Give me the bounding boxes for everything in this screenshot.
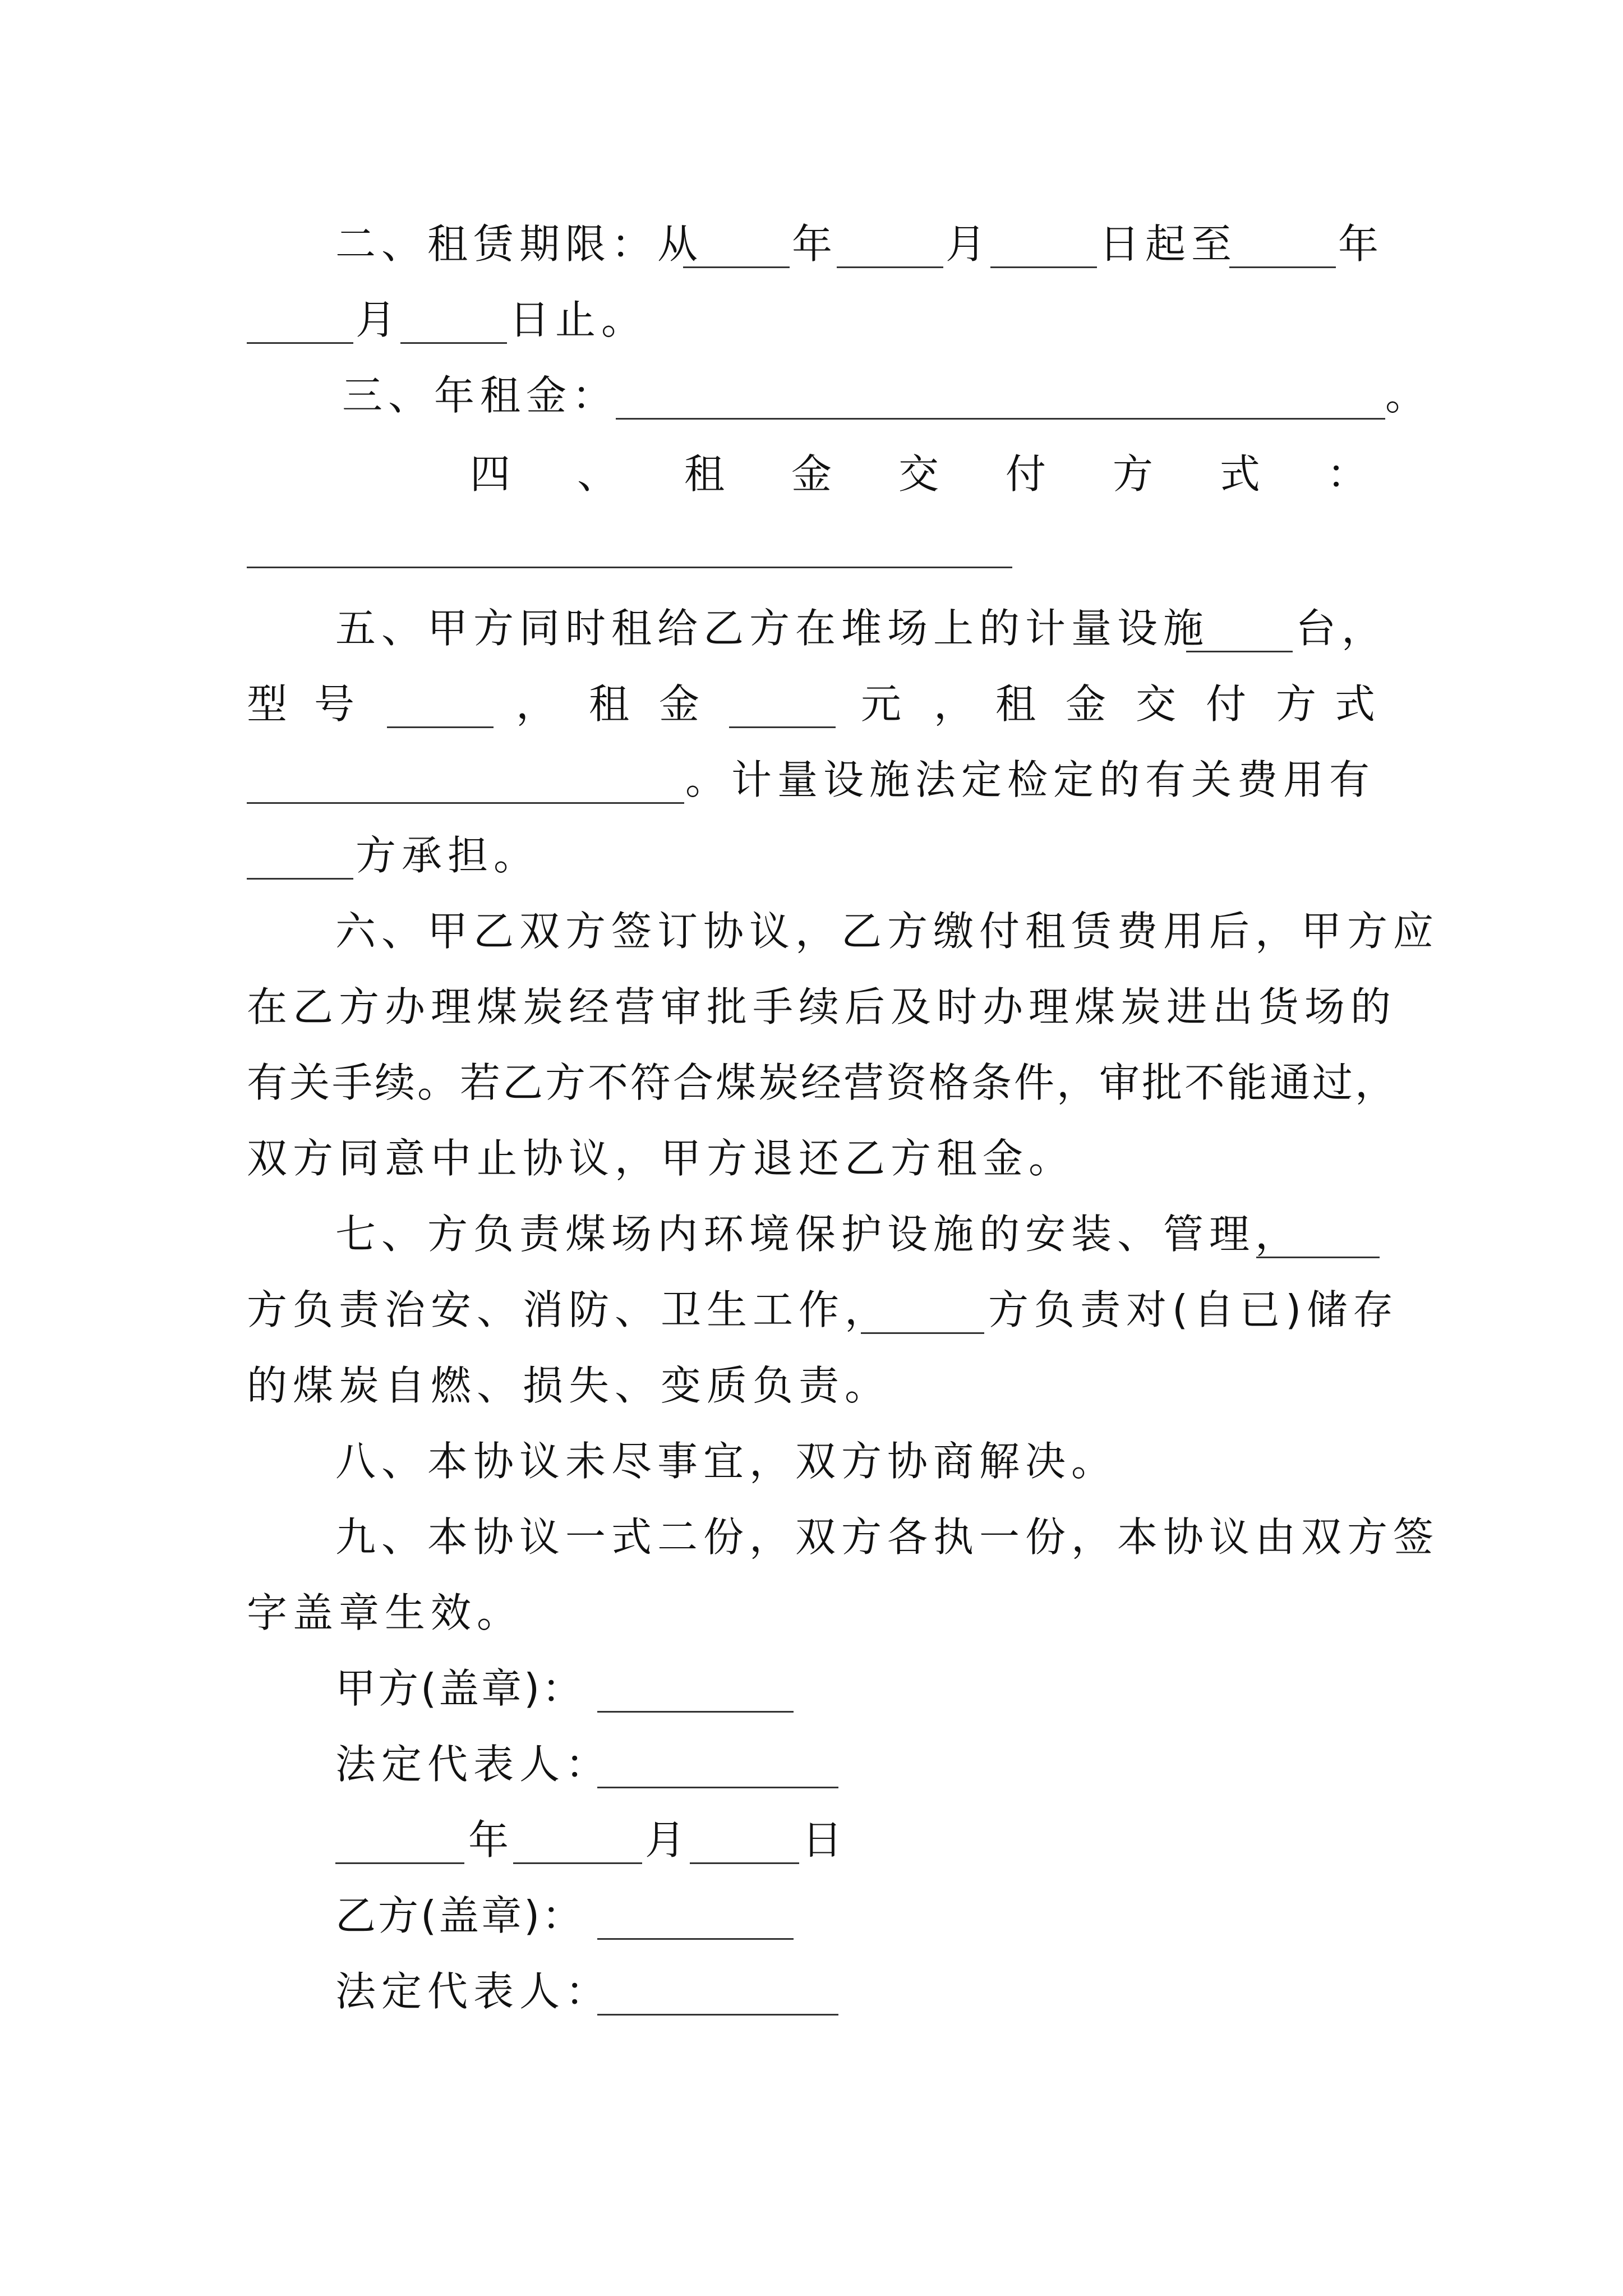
clause-5-comma-2: ，	[934, 680, 980, 728]
blank-party-b-rep[interactable]	[597, 2014, 838, 2016]
signing-date-month: 月	[645, 1816, 691, 1864]
clause-7-line-3	[0, 1352, 1623, 1419]
signing-date-year: 年	[468, 1816, 515, 1864]
clause-3-line	[0, 362, 1623, 429]
clause-4-char: 方	[1112, 450, 1153, 498]
clause-4-char: ：	[1326, 450, 1367, 498]
clause-4-char: 付	[1005, 450, 1046, 498]
clause-5-line-3-text: 。计量设施法定检定的有关费用有	[685, 756, 1376, 803]
clause-2-year-1: 年	[792, 220, 838, 268]
party-b-seal-label: 乙方(盖章)：	[335, 1892, 585, 1939]
clause-4-char: 式	[1219, 450, 1260, 498]
blank-device-rent[interactable]	[729, 726, 836, 728]
blank-sign-year[interactable]	[335, 1862, 464, 1864]
clause-2-line-2	[0, 286, 1623, 353]
clause-7-line-1-text: 七、方负责煤场内环境保护设施的安装、管理，	[335, 1211, 1302, 1258]
clause-5-char: 方	[1276, 680, 1322, 728]
blank-party-a-seal[interactable]	[597, 1711, 794, 1713]
blank-security-party[interactable]	[861, 1332, 984, 1334]
clause-7-line-1	[0, 1200, 1623, 1268]
clause-2-prefix: 二、租赁期限：从	[335, 220, 704, 268]
clause-2-month-1: 月	[946, 220, 992, 268]
clause-4-char: 交	[898, 450, 939, 498]
blank-model[interactable]	[387, 726, 494, 728]
blank-device-payment-method[interactable]	[247, 802, 684, 804]
clause-6-line-2-text: 在乙方办理煤炭经营审批手续后及时办理煤炭进出货场的	[247, 983, 1397, 1030]
blank-party-b-seal[interactable]	[597, 1938, 794, 1940]
clause-5-line-1-end: 台，	[1295, 605, 1388, 652]
blank-device-count[interactable]	[1186, 651, 1293, 652]
clause-2-day-end: 日止。	[509, 296, 648, 343]
clause-7-line-2	[0, 1276, 1623, 1343]
blank-end-year[interactable]	[1229, 266, 1336, 268]
signing-date-line	[0, 1806, 1623, 1874]
clause-6-line-2	[0, 973, 1623, 1041]
clause-4-line-1	[0, 440, 1623, 508]
clause-7-line-3-text: 的煤炭自燃、损失、变质负责。	[247, 1362, 891, 1409]
blank-end-month[interactable]	[247, 342, 353, 344]
party-a-seal-line	[0, 1655, 1623, 1722]
clause-4-char: 四	[470, 450, 511, 498]
party-b-rep-line	[0, 1958, 1623, 2025]
clause-4-char: 、	[577, 450, 617, 498]
clause-5-line-2	[0, 670, 1623, 738]
clause-5-line-1-text: 五、甲方同时租给乙方在堆场上的计量设施	[335, 605, 1210, 652]
clause-6-line-3-text: 有关手续。若乙方不符合煤炭经营资格条件，审批不能通过，	[247, 1059, 1398, 1106]
blank-sign-day[interactable]	[690, 1862, 799, 1864]
clause-5-char: 金	[1066, 680, 1112, 728]
blank-party-a-rep[interactable]	[597, 1787, 838, 1788]
blank-fee-bearer[interactable]	[247, 878, 353, 880]
clause-2-month-2: 月	[356, 296, 402, 343]
blank-end-day[interactable]	[400, 342, 507, 344]
clause-8-line-1-text: 八、本协议未尽事宜，双方协商解决。	[335, 1438, 1118, 1485]
blank-environment-party[interactable]	[1256, 1257, 1380, 1258]
clause-2-year-2: 年	[1338, 220, 1385, 268]
clause-5-char: 租	[589, 680, 635, 728]
clause-5-char: 交	[1136, 680, 1182, 728]
clause-9-line-1	[0, 1503, 1623, 1571]
clause-3-label: 三、年租金：	[342, 372, 619, 419]
clause-5-char: 租	[995, 680, 1042, 728]
clause-8-line-1	[0, 1428, 1623, 1495]
party-a-seal-label: 甲方(盖章)：	[335, 1665, 585, 1712]
clause-5-unit: 元	[861, 680, 907, 728]
clause-5-comma-1: ，	[516, 680, 562, 728]
clause-5-line-4-text: 方承担。	[356, 832, 540, 879]
clause-7-line-2-b: 方负责对(自已)储存	[988, 1286, 1399, 1333]
clause-6-line-4	[0, 1125, 1623, 1192]
party-a-rep-line	[0, 1731, 1623, 1798]
clause-5-char: 付	[1206, 680, 1252, 728]
clause-4-spread	[470, 440, 1367, 508]
blank-annual-rent[interactable]	[616, 418, 1385, 420]
party-b-rep-label: 法定代表人：	[335, 1968, 612, 2015]
clause-4-char: 金	[791, 450, 832, 498]
clause-5-char: 金	[659, 680, 706, 728]
clause-5-line-1	[0, 595, 1623, 662]
clause-5-char: 号	[314, 680, 361, 728]
blank-sign-month[interactable]	[513, 1862, 642, 1864]
clause-9-line-2	[0, 1579, 1623, 1646]
clause-2-day-from: 日起至	[1099, 220, 1238, 268]
party-b-seal-line	[0, 1882, 1623, 1949]
signing-date-day: 日	[802, 1816, 849, 1864]
clause-6-line-1-text: 六、甲乙双方签订协议，乙方缴付租赁费用后，甲方应	[335, 908, 1440, 955]
clause-6-line-1	[0, 898, 1623, 965]
clause-5-line-4	[0, 822, 1623, 889]
blank-payment-method[interactable]	[247, 567, 1012, 568]
blank-start-day[interactable]	[990, 266, 1097, 268]
clause-5-char: 式	[1335, 680, 1381, 728]
clause-4-char: 租	[684, 450, 725, 498]
clause-3-end: 。	[1385, 372, 1432, 419]
party-a-rep-label: 法定代表人：	[335, 1741, 612, 1788]
clause-5-line-3	[0, 746, 1623, 813]
clause-6-line-3	[0, 1049, 1623, 1116]
clause-9-line-2-text: 字盖章生效。	[247, 1589, 523, 1636]
blank-start-month[interactable]	[837, 266, 943, 268]
clause-2-line-1	[0, 210, 1623, 278]
clause-7-line-2-a: 方负责治安、消防、卫生工作，	[247, 1286, 891, 1333]
blank-start-year[interactable]	[683, 266, 790, 268]
clause-5-char: 型	[247, 680, 293, 728]
clause-6-line-4-text: 双方同意中止协议，甲方退还乙方租金。	[247, 1135, 1075, 1182]
clause-9-line-1-text: 九、本协议一式二份，双方各执一份，本协议由双方签	[335, 1513, 1440, 1561]
